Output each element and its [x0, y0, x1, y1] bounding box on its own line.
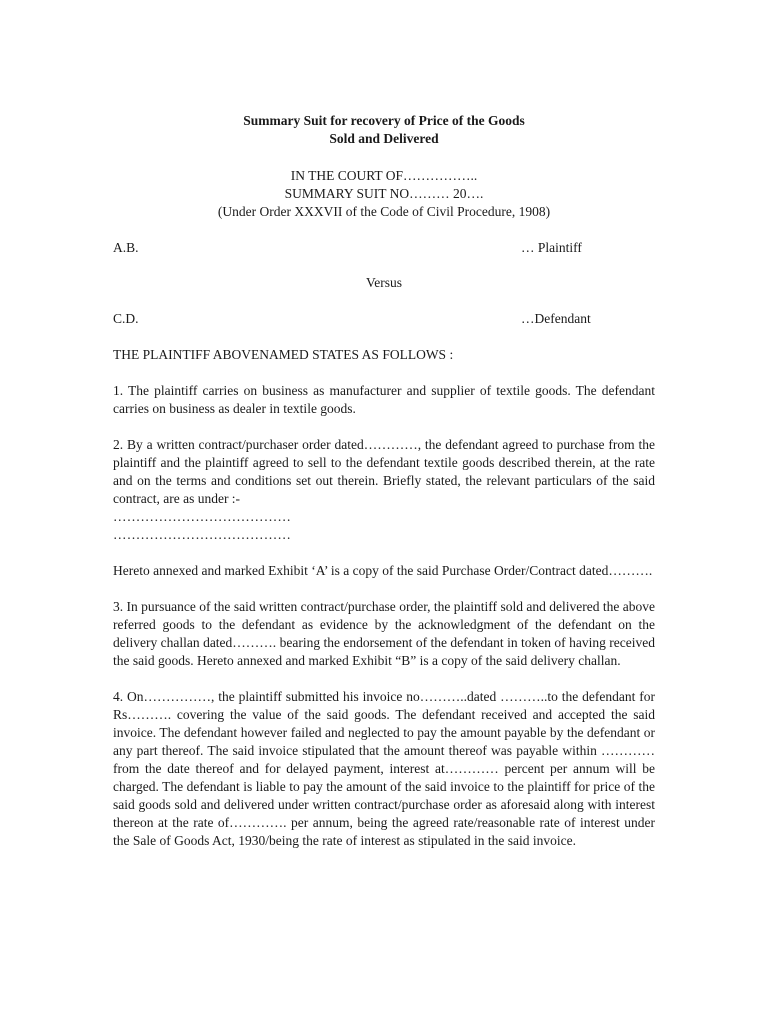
document-title [113, 112, 655, 148]
paragraph-3: 3. In pursuance of the said written contract/purchase order, the plaintiff sold and delivered the above referred goods to the defendant as evidence by the acknowledgment of the defendant on the delivery challan dated………. bearing the endorsement of the defendant in token of having received the said goods. Hereto annexed and marked Exhibit “B” is a copy of the said delivery challan. [113, 599, 655, 668]
defendant-row [113, 310, 655, 328]
blank-line-1: ………………………………… [113, 509, 292, 524]
blank-line-2: ………………………………… [113, 527, 292, 542]
plaintiff-name: A.B. [113, 240, 139, 255]
versus-label: Versus [366, 275, 402, 290]
paragraph-4: 4. On……………, the plaintiff submitted his invoice no………..dated ………..to the defendant for Rs………. covering the value of the said goods. The defendant received and accepted the said invoice. The defendant however failed and neglected to pay the amount payable by the defendant or any part thereof. The said invoice stipulated that the amount thereof was payable within ………… from the date thereof and for delayed payment, interest at………… percent per annum will be charged. The defendant is liable to pay the amount of the said invoice to the plaintiff for price of the said goods sold and delivered under written contract/purchase order as aforesaid along with interest thereon at the rate of…………. per annum, being the agreed rate/reasonable rate of interest under the Sale of Goods Act, 1930/being the rate of interest as stipulated in the said invoice. [113, 689, 655, 848]
title-line-2: Sold and Delivered [329, 131, 439, 146]
states-heading: THE PLAINTIFF ABOVENAMED STATES AS FOLLOWS : [113, 347, 454, 362]
paragraph-2: 2. By a written contract/purchaser order dated…………, the defendant agreed to purchase from the plaintiff and the plaintiff agreed to sell to the defendant textile goods described therein, at the rate and on the terms and conditions set out therein. Briefly stated, the relevant particulars of the said contract, are as under :- [113, 437, 655, 506]
court-line-1: IN THE COURT OF…………….. [290, 168, 478, 183]
exhibit-a-paragraph: Hereto annexed and marked Exhibit ‘A’ is a copy of the said Purchase Order/Contract dated………. [113, 563, 653, 578]
defendant-label: …Defendant [521, 311, 591, 326]
plaintiff-row [113, 239, 655, 257]
court-line-2: SUMMARY SUIT NO……… 20…. [284, 186, 484, 201]
document-page [113, 112, 655, 850]
paragraph-1: 1. The plaintiff carries on business as manufacturer and supplier of textile goods. The defendant carries on business as dealer in textile goods. [113, 383, 655, 416]
defendant-name: C.D. [113, 311, 139, 326]
court-heading [113, 167, 655, 221]
plaintiff-label: … Plaintiff [521, 240, 582, 255]
court-line-3: (Under Order XXXVII of the Code of Civil Procedure, 1908) [217, 204, 551, 219]
title-line-1: Summary Suit for recovery of Price of the Goods [243, 113, 525, 128]
